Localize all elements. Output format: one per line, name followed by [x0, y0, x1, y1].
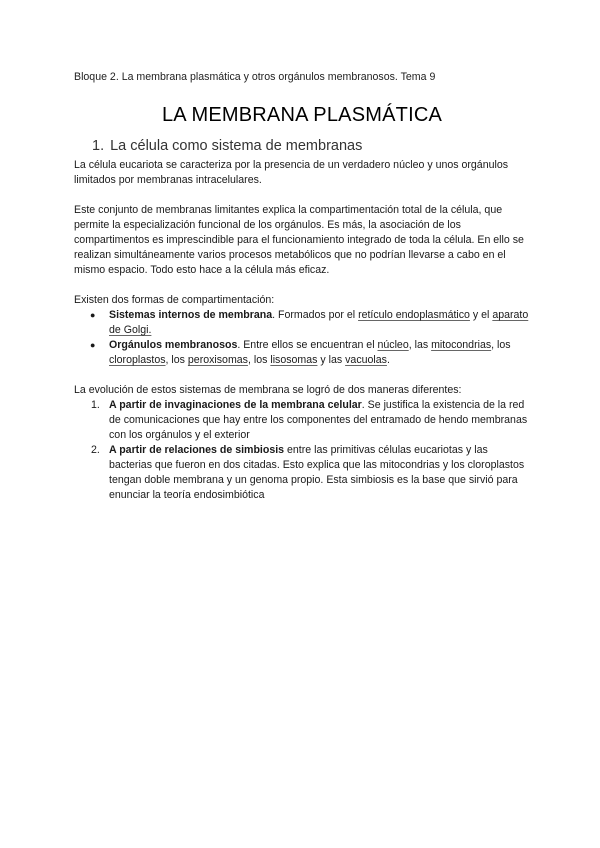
- list-item-text: . Formados por el: [272, 309, 359, 321]
- link-vacuolas[interactable]: vacuolas: [345, 354, 387, 366]
- link-peroxisomas[interactable]: peroxisomas: [187, 354, 248, 366]
- link-mitocondrias[interactable]: mitocondrias: [431, 339, 492, 351]
- compartmentation-list: [74, 308, 530, 368]
- number-marker: 2.: [91, 444, 100, 456]
- list-item-text: .: [386, 354, 390, 366]
- list-item-text: y las: [317, 354, 346, 366]
- list-item-text: . Se justifica la existencia de la red de comunicaciones que hay entre los componentes del entramado de hendo membranas con los orgánulos y el exterior: [109, 399, 528, 441]
- number-marker: 1.: [91, 399, 100, 411]
- list-item-text: y el: [469, 309, 493, 321]
- section-title: La célula como sistema de membranas: [110, 138, 363, 154]
- document-title: LA MEMBRANA PLASMÁTICA: [161, 104, 443, 126]
- paragraph-intro: La célula eucariota se caracteriza por la presencia de un verdadero núcleo y unos orgánulos limitados por membranas intracelulares.: [74, 159, 509, 186]
- list-item-text: . Entre ellos se encuentran el: [237, 339, 378, 351]
- link-lisosomas[interactable]: lisosomas: [270, 354, 318, 366]
- list-item: [74, 338, 530, 368]
- list-item-bold: A partir de relaciones de simbiosis: [109, 444, 285, 456]
- list-item-text: , los: [491, 339, 511, 351]
- list-item-text: , los: [165, 354, 188, 366]
- bullet-marker: ●: [90, 340, 96, 350]
- list-item-bold: Sistemas internos de membrana: [109, 309, 273, 321]
- section-heading: [92, 136, 530, 156]
- list-item: [74, 398, 530, 443]
- document-page: [74, 70, 530, 503]
- paragraph-compartmentation: Este conjunto de membranas limitantes explica la compartimentación total de la célula, que permite la especialización funcional de los orgánulos. Es más, la asociación de los compartimentos es imprescindible para el funcionamiento integrado de toda la célula. En ello se realizan simultáneamente varios procesos metabólicos que no podrían llevarse a cabo en el mismo espacio. Todo esto hace a la célula más eficaz.: [74, 204, 524, 276]
- bullet-marker: ●: [90, 310, 96, 320]
- list-item: [74, 308, 530, 338]
- paragraph-forms-intro: Existen dos formas de compartimentación:: [74, 294, 275, 306]
- list-item-bold: A partir de invaginaciones de la membrana celular: [109, 399, 362, 411]
- section-number: 1.: [92, 138, 105, 154]
- list-item-text: , las: [408, 339, 432, 351]
- list-item-bold: Orgánulos membranosos: [109, 339, 238, 351]
- list-item-text: , los: [247, 354, 271, 366]
- list-item-text: entre las primitivas células eucariotas y las bacterias que fueron en dos citadas. Esto explica que las mitocondrias y los cloroplastos tengan doble membrana y un genoma propio. Esta simbiosis es la base que sirvió para enunciar la teoría endosimbiótica: [109, 444, 525, 501]
- link-nucleo[interactable]: núcleo: [377, 339, 409, 351]
- link-cloroplastos[interactable]: cloroplastos: [109, 354, 166, 366]
- paragraph-evolution-intro: La evolución de estos sistemas de membrana se logró de dos maneras diferentes:: [74, 384, 462, 396]
- link-golgi[interactable]: aparato de Golgi.: [109, 309, 529, 336]
- document-header: Bloque 2. La membrana plasmática y otros orgánulos membranosos. Tema 9: [74, 71, 436, 83]
- list-item: [74, 443, 530, 503]
- link-reticulo[interactable]: retículo endoplasmático: [358, 309, 470, 321]
- evolution-list: [74, 398, 530, 503]
